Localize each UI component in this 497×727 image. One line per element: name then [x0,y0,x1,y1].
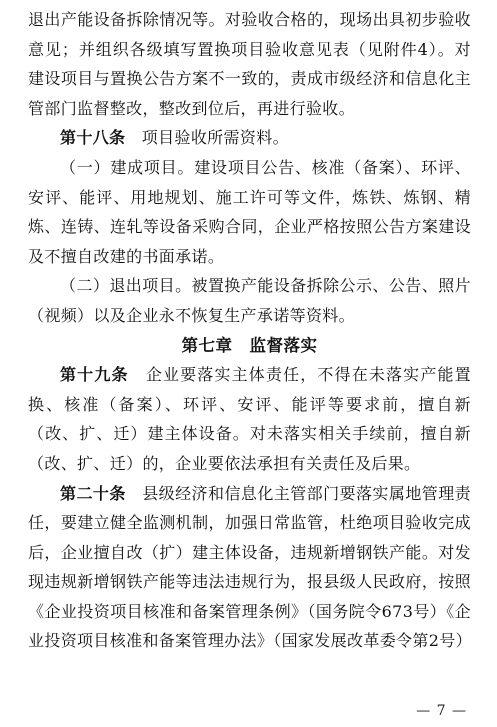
article-18 [28,123,471,153]
article-18-text: 项目验收所需资料。 [141,128,289,148]
paragraph-text: 退出产能设备拆除情况等。对验收合格的，现场出具初步验收意见；并组织各级填写置换项目验收意见表（见附件4）。对建设项目与置换公告方案不一致的，责成市级经济和信息化主管部门监督整改，整改到位后，再进行验收。 [28,10,471,118]
article-18-item-1 [28,153,471,271]
chapter-title: 第七章 监督落实 [181,335,318,355]
article-19 [28,360,471,478]
article-20-text: 县级经济和信息化主管部门要落实属地管理责任，要建立健全监测机制，加强日常监管，杜绝项目验收完成后，企业擅自改（扩）建主体设备，违规新增钢铁产能。对发现违规新增钢铁产能等违法违规行为，报县级人民政府，按照《企业投资项目核准和备案管理条例》（国务院令673号）《企业投资项目核准和备案管理办法》（国家发展改革委令第2号） [28,483,472,651]
item-1-text: （一）建成项目。建设项目公告、核准（备案）、环评、安评、能评、用地规划、施工许可等文件，炼铁、炼钢、精炼、连铸、连轧等设备采购合同，企业严格按照公告方案建设及不擅自改建的书面承诺。 [28,157,471,266]
article-20 [28,479,471,657]
article-18-item-2 [28,271,471,330]
page-number: — 7 — [416,703,467,719]
article-18-heading: 第十八条 [60,128,126,148]
article-20-heading: 第二十条 [60,483,126,503]
article-19-heading: 第十九条 [60,365,129,385]
article-19-text: 企业要落实主体责任，不得在未落实产能置换、核准（备案）、环评、安评、能评等要求前，擅自新（改、扩、迁）建主体设备。对未落实相关手续前，擅自新（改、扩、迁）的，企业要依法承担有关责任及后果。 [28,365,472,473]
paragraph-continued [28,5,471,123]
document-body [28,5,471,656]
item-2-text: （二）退出项目。被置换产能设备拆除公示、公告、照片（视频）以及企业永不恢复生产承诺等资料。 [28,276,471,325]
